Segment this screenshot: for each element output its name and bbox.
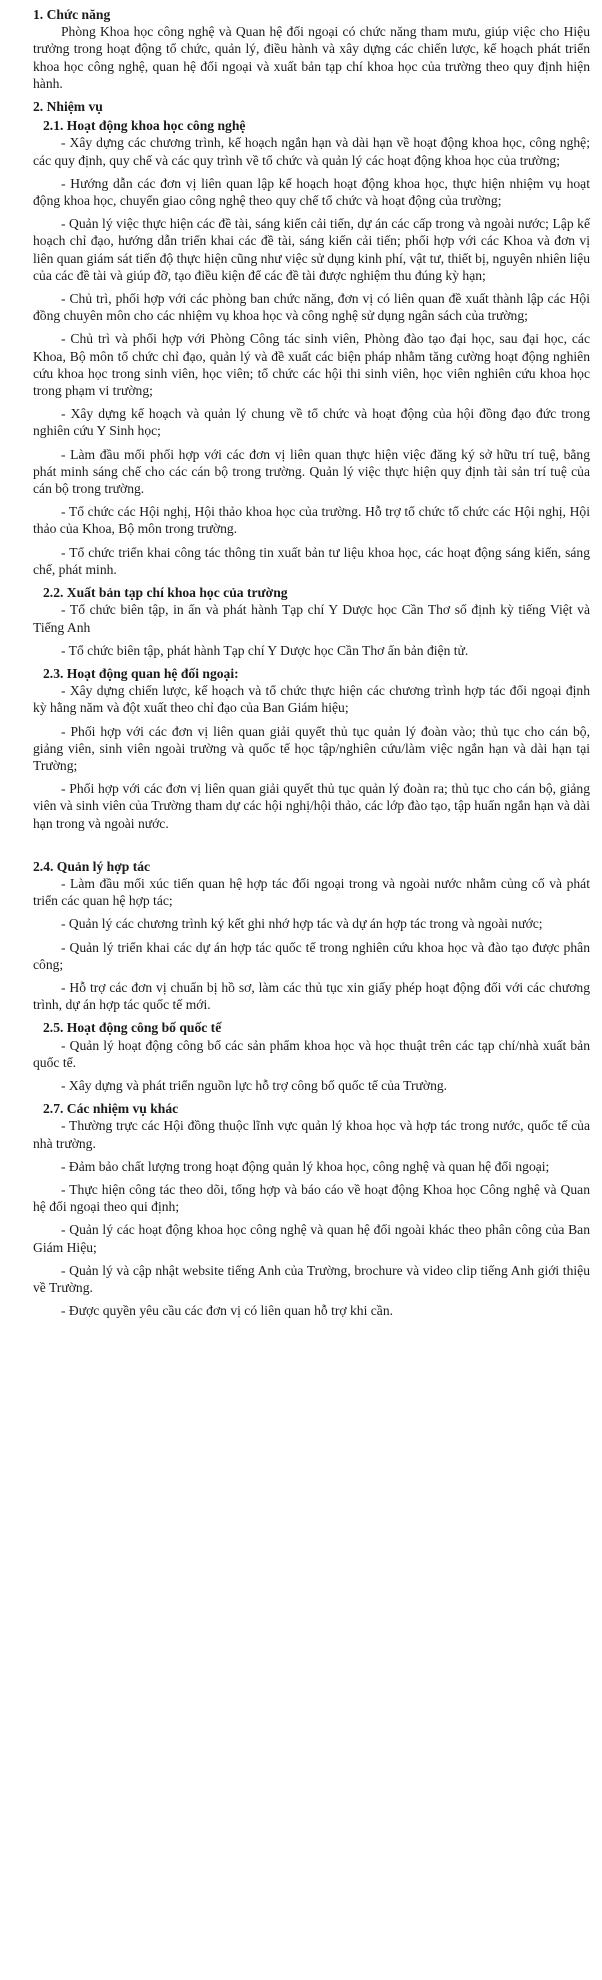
subsection-heading: 2.2. Xuất bản tạp chí khoa học của trường [43,585,288,601]
paragraph: - Phối hợp với các đơn vị liên quan giải quyết thủ tục quản lý đoàn ra; thủ tục cho cán bộ, giảng viên và sinh viên của Trường tham dự các hội nghị/hội thảo, các lớp đào tạo, tập huấn ngắn hạn và dài hạn trong và ngoài nước. [33,781,590,831]
paragraph: - Quản lý các chương trình ký kết ghi nhớ hợp tác và dự án hợp tác trong và ngoài nước; [61,916,543,932]
subsection-heading: 2.5. Hoạt động công bố quốc tế [43,1020,222,1036]
paragraph: - Xây dựng và phát triển nguồn lực hỗ trợ công bố quốc tế của Trường. [61,1077,448,1093]
paragraph: - Hỗ trợ các đơn vị chuẩn bị hồ sơ, làm các thủ tục xin giấy phép hoạt động đối với các chương trình, dự án hợp tác quốc tế mới. [33,979,590,1013]
paragraph: Phòng Khoa học công nghệ và Quan hệ đối ngoại có chức năng tham mưu, giúp việc cho Hiệu trưởng trong hoạt động tổ chức, quản lý, điều hành và xây dựng các chiến lược, kế hoạch phát triển khoa học công nghệ, quan hệ đối ngoại và xuất bản tạp chí khoa học của trường theo quy định hiện hành. [33,24,590,91]
paragraph: - Quản lý các hoạt động khoa học công nghệ và quan hệ đối ngoài khác theo phân công của Ban Giám Hiệu; [33,1222,590,1255]
paragraph: - Được quyền yêu cầu các đơn vị có liên quan hỗ trợ khi cần. [61,1303,394,1319]
paragraph: - Chủ trì và phối hợp với Phòng Công tác sinh viên, Phòng đào tạo đại học, sau đại học, các Khoa, Bộ môn tổ chức chỉ đạo, quản lý và đề xuất các biện pháp nhằm tăng cường hoạt động nghiên cứu khoa học trong sinh viên, học viên; tổ chức các hội thi sinh viên, học viên nghiên cứu khoa học trong phạm vi trường; [33,331,590,399]
subsection-heading: 2.3. Hoạt động quan hệ đối ngoại: [43,665,239,681]
paragraph: - Xây dựng kế hoạch và quản lý chung về tổ chức và hoạt động của hội đồng đạo đức trong nghiên cứu Y Sinh học; [33,406,590,439]
paragraph: - Hướng dẫn các đơn vị liên quan lập kế hoạch hoạt động khoa học, thực hiện nhiệm vụ hoạt động khoa học, chuyển giao công nghệ theo quy chế tổ chức và hoạt động của trường; [33,175,590,209]
paragraph: - Thường trực các Hội đồng thuộc lĩnh vực quản lý khoa học và hợp tác trong nước, quốc tế của nhà trường. [33,1118,590,1151]
paragraph: - Quản lý việc thực hiện các đề tài, sáng kiến cải tiến, dự án các cấp trong và ngoài nước; Lập kế hoạch chỉ đạo, hướng dẫn triển khai các đề tài, sáng kiến cải tiến; phối hợp với các Khoa và đơn vị liên quan giám sát tiến độ thực hiện cũng như việc sử dụng kinh phí, vật tư, thiết bị, nguyên nhiên liệu của các đề tài và giúp đỡ, tạo điều kiện để các đề tài được nghiệm thu đúng kỳ hạn; [33,216,590,283]
paragraph: - Làm đầu mối xúc tiến quan hệ hợp tác đối ngoại trong và ngoài nước nhằm củng cố và phát triển các quan hệ hợp tác; [33,875,590,909]
paragraph: - Tổ chức biên tập, phát hành Tạp chí Y Dược học Cần Thơ ấn bản điện tử. [61,642,469,658]
subsection-heading: 2.1. Hoạt động khoa học công nghệ [43,118,246,134]
paragraph: - Chủ trì, phối hợp với các phòng ban chức năng, đơn vị có liên quan đề xuất thành lập các Hội đồng chuyên môn cho các nhiệm vụ khoa học và công nghệ sử dụng ngân sách của trường; [33,291,590,324]
paragraph: - Quản lý triển khai các dự án hợp tác quốc tế trong nghiên cứu khoa học và đào tạo được phân công; [33,939,590,972]
paragraph: - Tổ chức biên tập, in ấn và phát hành Tạp chí Y Dược học Cần Thơ số định kỳ tiếng Việt và Tiếng Anh [33,602,590,635]
section-heading: 2. Nhiệm vụ [33,99,103,115]
paragraph: - Tổ chức triển khai công tác thông tin xuất bản tư liệu khoa học, các hoạt động sáng kiến, sáng chế, phát minh. [33,544,590,577]
subsection-heading: 2.4. Quản lý hợp tác [33,858,151,874]
paragraph: - Tổ chức các Hội nghị, Hội thảo khoa học của trường. Hỗ trợ tổ chức tổ chức các Hội nghị, Hội thảo của Khoa, Bộ môn trong trường. [33,504,590,537]
paragraph: - Làm đầu mối phối hợp với các đơn vị liên quan thực hiện việc đăng ký sở hữu trí tuệ, bằng phát minh sáng chế cho các cán bộ trong trường. Quản lý việc thực hiện quy định tài sản trí tuệ của cán bộ trong trường. [33,446,590,497]
section-heading: 1. Chức năng [33,7,111,22]
paragraph: - Xây dựng chiến lược, kế hoạch và tổ chức thực hiện các chương trình hợp tác đối ngoại định kỳ hằng năm và đột xuất theo chỉ đạo của Ban Giám hiệu; [33,683,590,716]
paragraph: - Quản lý hoạt động công bố các sản phẩm khoa học và học thuật trên các tạp chí/nhà xuất bản quốc tế. [33,1037,590,1070]
subsection-heading: 2.7. Các nhiệm vụ khác [43,1101,179,1117]
paragraph: - Đảm bảo chất lượng trong hoạt động quản lý khoa học, công nghệ và quan hệ đối ngoại; [61,1158,550,1174]
paragraph: - Thực hiện công tác theo dõi, tổng hợp và báo cáo về hoạt động Khoa học Công nghệ và Quan hệ đối ngoại theo qui định; [33,1181,590,1215]
paragraph: - Xây dựng các chương trình, kế hoạch ngắn hạn và dài hạn về hoạt động khoa học, công nghệ; các quy định, quy chế và các quy trình về tổ chức và quản lý các hoạt động khoa học của trường; [33,135,590,168]
paragraph: - Phối hợp với các đơn vị liên quan giải quyết thủ tục quản lý đoàn vào; thủ tục cho cán bộ, giảng viên, sinh viên ngoài trường và quốc tế học tập/nghiên cứu/làm việc ngắn hạn và dài hạn tại Trường; [33,723,590,773]
paragraph: - Quản lý và cập nhật website tiếng Anh của Trường, brochure và video clip tiếng Anh giới thiệu về Trường. [33,1262,590,1295]
